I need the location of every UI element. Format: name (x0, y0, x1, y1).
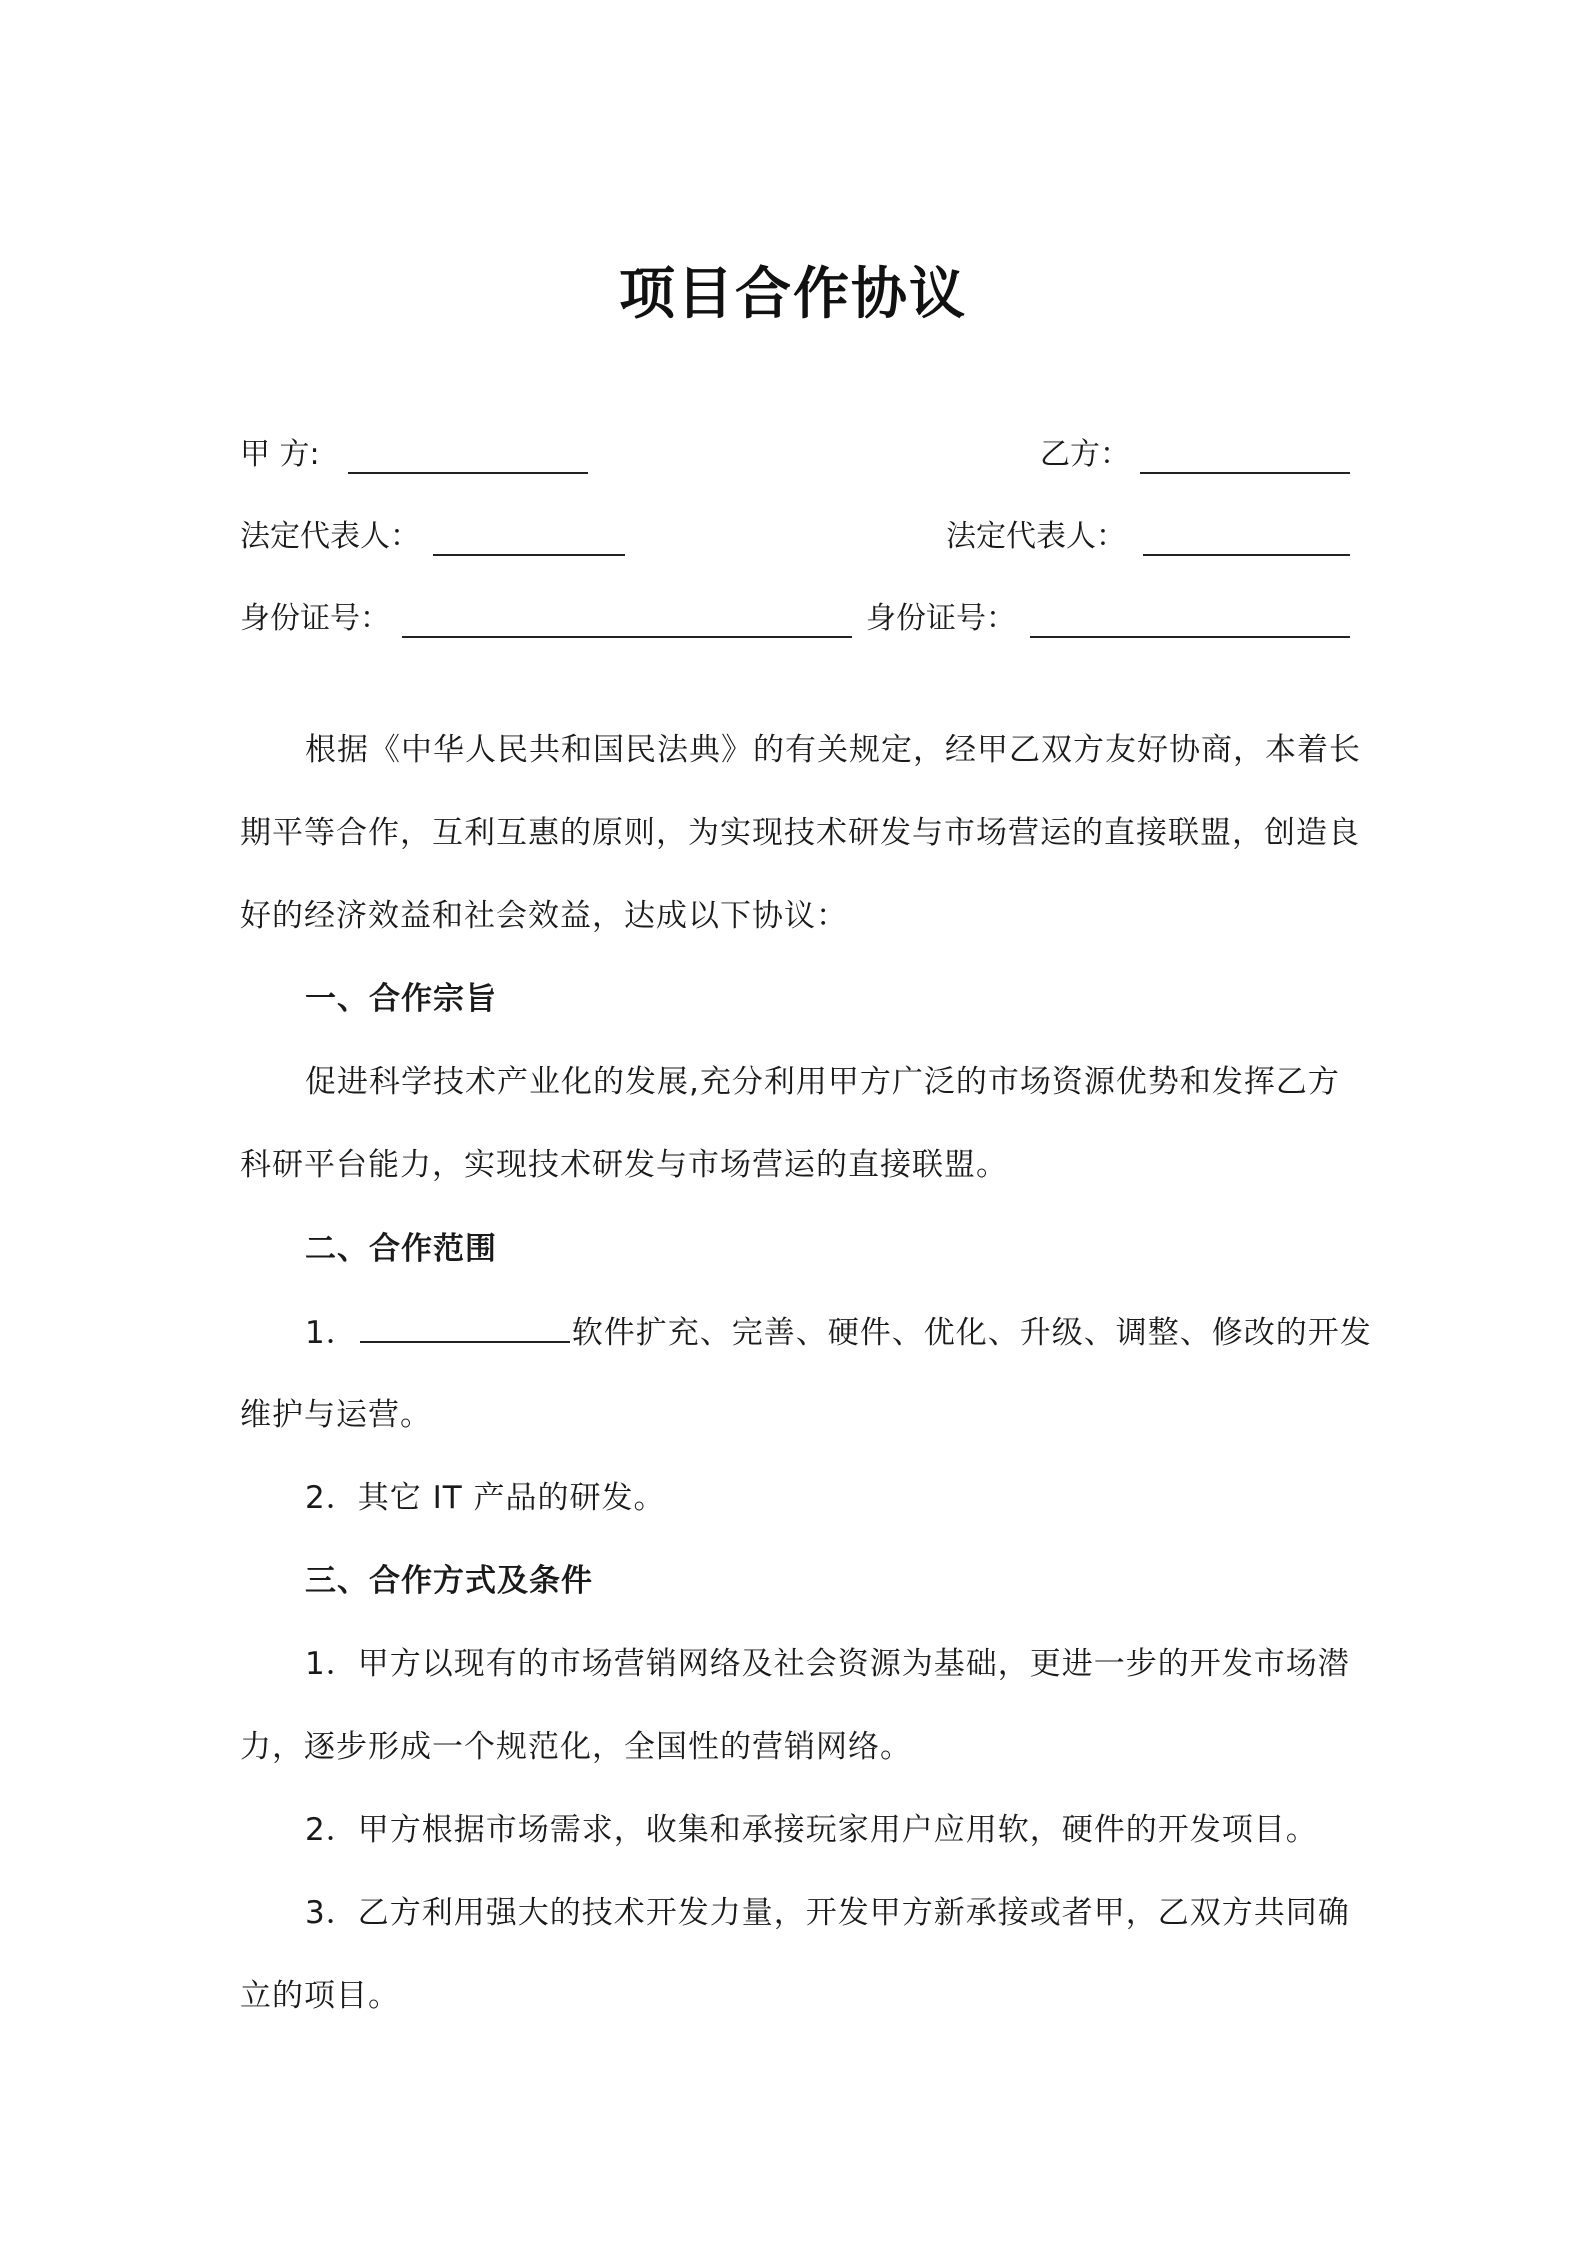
rep-b-label: 法定代表人： (946, 519, 1126, 554)
section-3-item-1-line-2: 力，逐步形成一个规范化，全国性的营销网络。 (240, 1729, 912, 1765)
id-a-blank[interactable] (402, 636, 852, 638)
intro-line-2: 期平等合作，互利互惠的原则，为实现技术研发与市场营运的直接联盟，创造良 (240, 815, 1360, 851)
section-1-heading: 一、合作宗旨 (305, 981, 497, 1017)
section-2-item-1-line-2: 维护与运营。 (240, 1397, 432, 1433)
rep-a-blank[interactable] (433, 554, 625, 556)
section-2-item-1-suffix: 软件扩充、完善、硬件、优化、升级、调整、修改的开发 (571, 1315, 1372, 1351)
id-b-label: 身份证号： (866, 601, 1016, 636)
section-3-item-2: 2．甲方根据市场需求，收集和承接玩家用户应用软，硬件的开发项目。 (305, 1812, 1318, 1848)
id-a-label: 身份证号： (240, 601, 390, 636)
section-2-item-1-prefix: 1． (305, 1315, 358, 1351)
software-name-blank[interactable] (360, 1307, 570, 1343)
rep-b-blank[interactable] (1143, 554, 1350, 556)
party-b-label: 乙方： (1040, 437, 1130, 472)
section-3-item-3-line-1: 3．乙方利用强大的技术开发力量，开发甲方新承接或者甲，乙双方共同确 (305, 1895, 1350, 1931)
section-1-line-2: 科研平台能力，实现技术研发与市场营运的直接联盟。 (240, 1147, 1008, 1183)
section-2-heading: 二、合作范围 (305, 1231, 497, 1267)
rep-a-label: 法定代表人： (240, 519, 420, 554)
section-3-item-1-line-1: 1．甲方以现有的市场营销网络及社会资源为基础，更进一步的开发市场潜 (305, 1646, 1350, 1682)
section-2-item-2: 2．其它 IT 产品的研发。 (305, 1480, 666, 1516)
id-row (240, 594, 1350, 644)
representative-row (240, 512, 1350, 562)
intro-line-3: 好的经济效益和社会效益，达成以下协议： (240, 898, 848, 934)
party-b-blank[interactable] (1140, 472, 1350, 474)
party-a-blank[interactable] (348, 472, 588, 474)
section-3-heading: 三、合作方式及条件 (305, 1563, 593, 1599)
id-b-blank[interactable] (1030, 636, 1350, 638)
section-2-item-1 (305, 1307, 1372, 1358)
section-3-item-3-line-2: 立的项目。 (240, 1978, 400, 2014)
document-title: 项目合作协议 (619, 262, 967, 327)
intro-line-1: 根据《中华人民共和国民法典》的有关规定，经甲乙双方友好协商，本着长 (305, 732, 1361, 768)
section-1-line-1: 促进科学技术产业化的发展,充分利用甲方广泛的市场资源优势和发挥乙方 (305, 1064, 1340, 1100)
party-row (240, 430, 1350, 480)
party-a-label: 甲 方: (240, 437, 320, 472)
